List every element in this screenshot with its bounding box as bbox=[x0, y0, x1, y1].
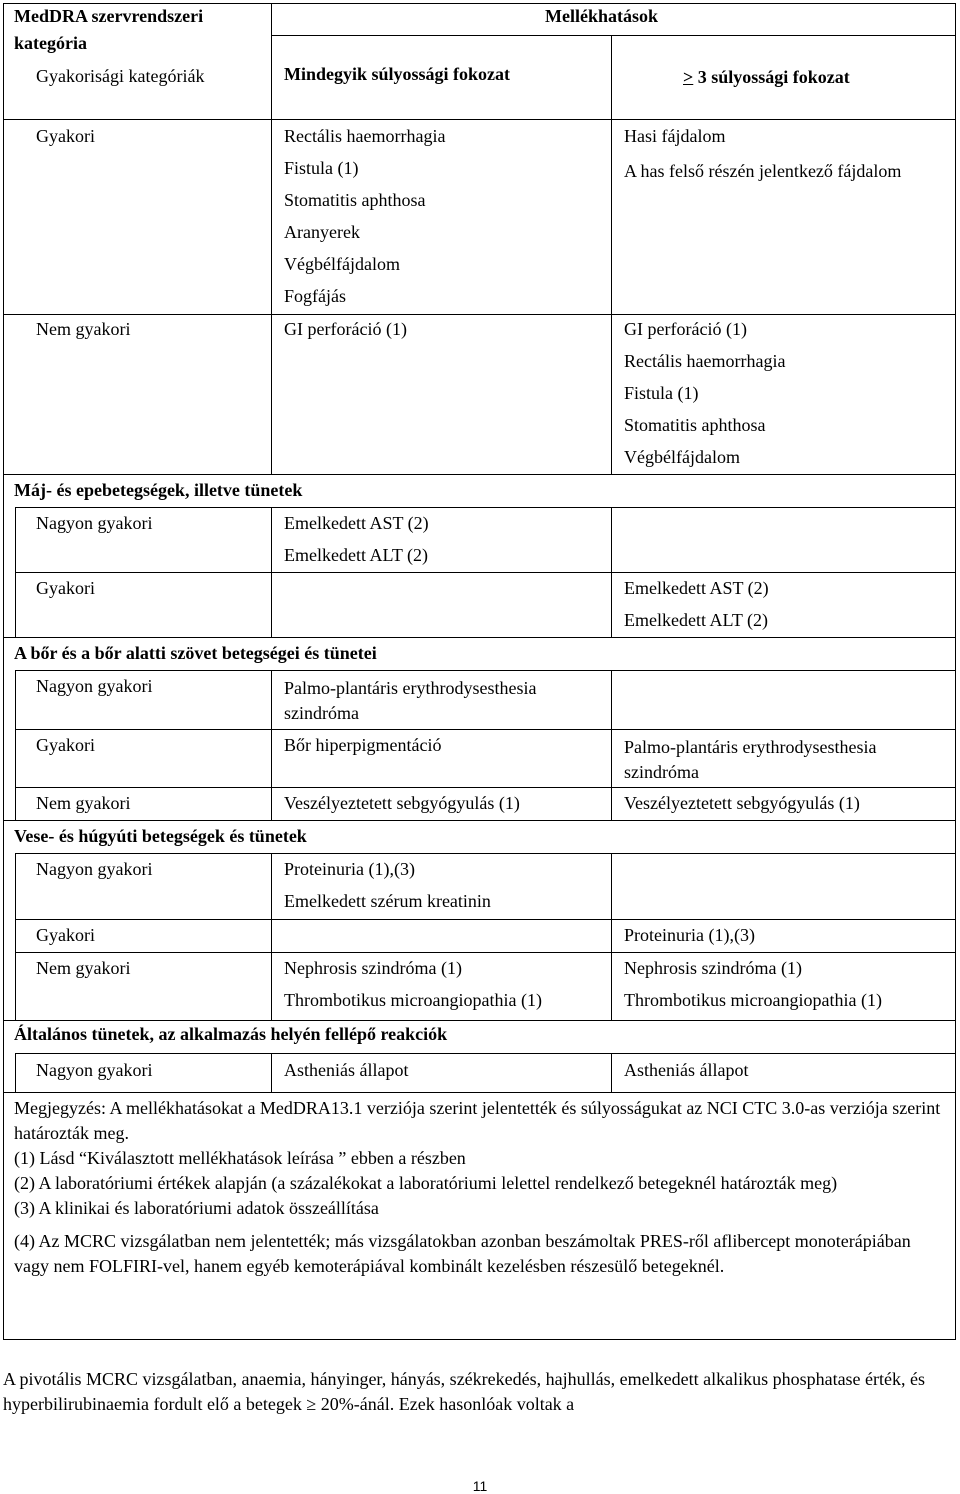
header-sub-divider bbox=[271, 35, 955, 36]
freq-cell: Gyakori bbox=[36, 735, 95, 755]
rule-liver-title-bottom bbox=[15, 507, 956, 508]
freq-cell: Gyakori bbox=[36, 578, 95, 598]
freq-cell: Nagyon gyakori bbox=[36, 513, 153, 533]
rule-general-title-bottom bbox=[15, 1053, 956, 1054]
note-text: Megjegyzés: A mellékhatásokat a MedDRA13.1 verziója szerint jelentették és súlyosságukat az NCI CTC 3.0-as verziója szerint határozták meg. bbox=[14, 1098, 941, 1143]
reaction-item: Proteinuria (1),(3) bbox=[624, 925, 755, 945]
reaction-item: Nephrosis szindróma (1) bbox=[624, 958, 802, 978]
header-category-line2: kategória bbox=[14, 33, 87, 53]
header-all-grades: Mindegyik súlyossági fokozat bbox=[284, 64, 511, 84]
rule-general-title bbox=[3, 1020, 956, 1021]
reaction-item: Végbélfájdalom bbox=[284, 254, 400, 274]
reaction-item: Astheniás állapot bbox=[624, 1060, 749, 1080]
reaction-item: GI perforáció (1) bbox=[284, 319, 407, 339]
reaction-item: Stomatitis aphthosa bbox=[284, 190, 426, 210]
col-divider-g3-general bbox=[611, 1053, 612, 1092]
rule-skin-2 bbox=[15, 787, 956, 788]
reaction-item: Fistula (1) bbox=[624, 383, 699, 403]
rule-gi-1 bbox=[3, 314, 956, 315]
section-title: A bőr és a bőr alatti szövet betegségei és tünetei bbox=[14, 643, 377, 663]
rule-kidney-title bbox=[3, 820, 956, 821]
reaction-item: Palmo-plantáris erythrodysesthesia szindróma bbox=[624, 737, 877, 782]
col-divider-g3-header bbox=[611, 35, 612, 314]
page-number: 11 bbox=[472, 1478, 488, 1494]
header-category-line1: MedDRA szervrendszeri bbox=[14, 6, 204, 26]
freq-cell: Gyakori bbox=[36, 126, 95, 146]
freq-cell: Nagyon gyakori bbox=[36, 859, 153, 879]
reaction-item: Veszélyeztetett sebgyógyulás (1) bbox=[284, 793, 520, 813]
reaction-item: Thrombotikus microangiopathia (1) bbox=[624, 990, 882, 1010]
reaction-item: Nephrosis szindróma (1) bbox=[284, 958, 462, 978]
reaction-item: Rectális haemorrhagia bbox=[284, 126, 446, 146]
reaction-item: Emelkedett szérum kreatinin bbox=[284, 891, 491, 911]
section-title: Vese- és húgyúti betegségek és tünetek bbox=[14, 826, 307, 846]
reaction-item: Palmo-plantáris erythrodysesthesia szindróma bbox=[284, 678, 537, 723]
indent-general bbox=[15, 1053, 16, 1092]
reaction-item: Hasi fájdalom bbox=[624, 126, 726, 146]
freq-cell: Nem gyakori bbox=[36, 958, 131, 978]
col-divider-g3-gi bbox=[611, 314, 612, 474]
rule-kidney-1 bbox=[15, 919, 956, 920]
reaction-item: Emelkedett AST (2) bbox=[284, 513, 429, 533]
reaction-item: Veszélyeztetett sebgyógyulás (1) bbox=[624, 793, 860, 813]
reaction-item: Rectális haemorrhagia bbox=[624, 351, 786, 371]
rule-liver-1 bbox=[15, 572, 956, 573]
freq-cell: Nem gyakori bbox=[36, 319, 131, 339]
reaction-item: Végbélfájdalom bbox=[624, 447, 740, 467]
border-right bbox=[955, 3, 956, 1340]
col-divider-all-kidney bbox=[271, 853, 272, 1020]
note-text: (4) Az MCRC vizsgálatban nem jelentették; más vizsgálatokban azonban beszámoltak PRES-ről aflibercept monoterápiában vagy nem FOLFIRI-vel, hanem egyéb kemoterápiával kombinált kezelésben részesülő betegeknél. bbox=[14, 1231, 911, 1276]
section-title: Általános tünetek, az alkalmazás helyén fellépő reakciók bbox=[14, 1024, 448, 1044]
col-divider-all-skin bbox=[271, 670, 272, 820]
reaction-item: GI perforáció (1) bbox=[624, 319, 747, 339]
border-left bbox=[3, 3, 4, 1340]
reaction-item: Bőr hiperpigmentáció bbox=[284, 735, 442, 755]
body-paragraph: A pivotális MCRC vizsgálatban, anaemia, hányinger, hányás, székrekedés, hajhullás, emelkedett alkalikus phosphatase érték, és hyperbilirubinaemia fordult elő a betegek ≥ 20%-ánál. Ezek hasonlóak voltak a bbox=[3, 1369, 926, 1414]
reaction-item: Emelkedett ALT (2) bbox=[284, 545, 428, 565]
header-grade-3-plus: > 3 súlyossági fokozat bbox=[683, 67, 850, 87]
col-divider-g3-kidney bbox=[611, 853, 612, 1020]
border-top bbox=[3, 3, 956, 4]
note-text: (2) A laboratóriumi értékek alapján (a százalékokat a laboratóriumi lelettel rendelkező betegeknél határozták meg) bbox=[14, 1173, 838, 1193]
reaction-item: A has felső részén jelentkező fájdalom bbox=[624, 161, 902, 181]
rule-skin-title-bottom bbox=[15, 670, 956, 671]
header-col-divider bbox=[271, 3, 272, 119]
reaction-item: Stomatitis aphthosa bbox=[624, 415, 766, 435]
reaction-item: Emelkedett AST (2) bbox=[624, 578, 769, 598]
rule-liver-title bbox=[3, 474, 956, 475]
rule-kidney-title-bottom bbox=[15, 853, 956, 854]
reaction-item: Fistula (1) bbox=[284, 158, 359, 178]
indent-kidney bbox=[15, 853, 16, 1020]
reaction-item: Proteinuria (1),(3) bbox=[284, 859, 415, 879]
note-text: (1) Lásd “Kiválasztott mellékhatások leírása ” ebben a részben bbox=[14, 1148, 466, 1168]
reaction-item: Astheniás állapot bbox=[284, 1060, 409, 1080]
freq-cell: Nagyon gyakori bbox=[36, 676, 153, 696]
col-divider-all-general bbox=[271, 1053, 272, 1092]
header-adverse-reactions: Mellékhatások bbox=[545, 6, 659, 26]
reaction-item: Aranyerek bbox=[284, 222, 360, 242]
border-bottom bbox=[3, 1339, 956, 1340]
col-divider-all-gi bbox=[271, 119, 272, 474]
reaction-item: Fogfájás bbox=[284, 286, 346, 306]
col-divider-g3-skin bbox=[611, 670, 612, 820]
rule-kidney-2 bbox=[15, 952, 956, 953]
table-notes bbox=[14, 1096, 944, 1279]
indent-skin bbox=[15, 670, 16, 820]
rule-notes-top bbox=[3, 1092, 956, 1093]
freq-cell: Nagyon gyakori bbox=[36, 1060, 153, 1080]
note-text: (3) A klinikai és laboratóriumi adatok összeállítása bbox=[14, 1198, 379, 1218]
freq-cell: Nem gyakori bbox=[36, 793, 131, 813]
rule-skin-title bbox=[3, 637, 956, 638]
freq-cell: Gyakori bbox=[36, 925, 95, 945]
header-frequency-title: Gyakorisági kategóriák bbox=[36, 66, 205, 86]
rule-skin-1 bbox=[15, 729, 956, 730]
header-bottom-rule bbox=[3, 119, 956, 120]
section-title: Máj- és epebetegségek, illetve tünetek bbox=[14, 480, 303, 500]
reaction-item: Thrombotikus microangiopathia (1) bbox=[284, 990, 542, 1010]
reaction-item: Emelkedett ALT (2) bbox=[624, 610, 768, 630]
